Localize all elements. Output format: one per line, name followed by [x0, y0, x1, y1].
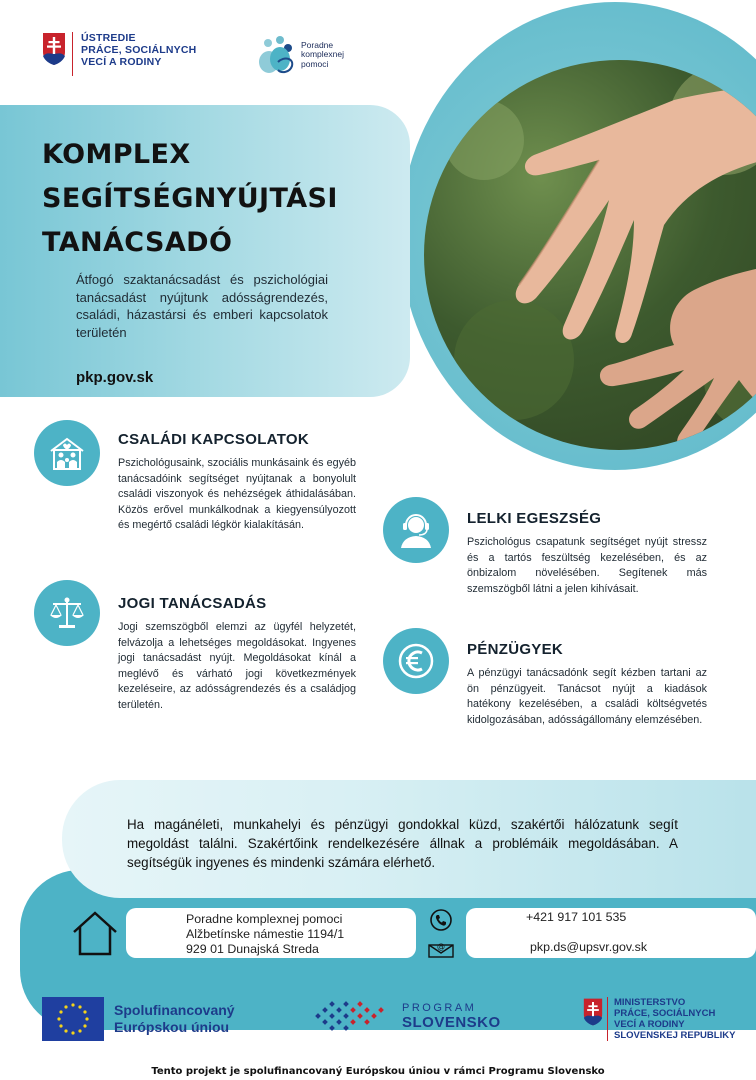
help-message: Ha magánéleti, munkahelyi és pénzügyi gondokkal küzd, szakértői hálózatunk segít megoldást találni. Szakértőink rendelkezésére állnak a problémáik megoldásában. A segítségük ingyenes és mindenki számára elérhető. — [127, 817, 678, 870]
service-text-family: Pszichológusaink, szociális munkásaink és egyéb tanácsadóink segítséget nyújtanak a bonyolult családi viszonyok és nehézségek áthidalásában. Közös erővel munkálkodnak a kiegyensúlyozott és megértő családi légkör kialakításán. — [118, 457, 356, 532]
slovak-shield-icon — [583, 997, 603, 1027]
service-title-mental: LELKI EGESZSÉG — [467, 510, 602, 527]
ministry-logo — [583, 997, 735, 1041]
logo-divider — [607, 997, 608, 1041]
website-link[interactable]: pkp.gov.sk — [76, 369, 154, 386]
people-logo-icon — [258, 34, 298, 76]
program-slovensko-logo — [314, 996, 501, 1036]
phone-number[interactable]: +421 917 101 535 — [526, 910, 627, 924]
ustredie-logo — [42, 32, 212, 80]
slovak-shield-icon — [42, 32, 66, 66]
eu-flag-icon — [42, 997, 104, 1041]
house-icon — [71, 910, 119, 956]
eu-logo-text: Spolufinancovaný Európskou úniou — [114, 1002, 235, 1035]
contact-box — [466, 908, 756, 958]
email-icon — [428, 940, 454, 958]
ustredie-logo-text: ÚSTREDIE PRÁCE, SOCIÁLNYCH VECÍ A RODINY — [81, 32, 197, 68]
poradne-logo-text: Poradne komplexnej pomoci — [301, 39, 344, 69]
scales-icon — [34, 580, 100, 646]
poradne-logo — [258, 34, 344, 76]
phone-icon — [430, 909, 452, 931]
logo-divider — [72, 32, 73, 76]
address-box — [126, 908, 416, 958]
main-title: KOMPLEX SEGÍTSÉGNYÚJTÁSI TANÁCSADÓ — [42, 139, 338, 258]
program-logo-text: PROGRAM SLOVENSKO — [402, 1001, 501, 1031]
service-text-legal: Jogi szemszögből elemzi az ügyfél helyzetét, felvázolja a lehetséges megoldásokat. Ingyenes jogi tanácsadást nyújt. Megoldásokat kínál a meglévő és várható jogi következmények kezeléseire, az adósságrendezés és a családjog területén. — [118, 621, 356, 711]
address-line-city: 929 01 Dunajská Streda — [186, 942, 319, 956]
euro-icon — [383, 628, 449, 694]
family-icon — [34, 420, 100, 486]
cofinancing-note: Tento projekt je spolufinancovaný Európskou úniou v rámci Programu Slovensko — [151, 1066, 605, 1077]
eu-cofinanced-logo — [42, 997, 235, 1041]
ministry-logo-text: MINISTERSTVO PRÁCE, SOCIÁLNYCH VECÍ A RODINY SLOVENSKEJ REPUBLIKY — [614, 997, 736, 1041]
address-line-street: Alžbetínske námestie 1194/1 — [186, 927, 345, 941]
email-address[interactable]: pkp.ds@upsvr.gov.sk — [530, 940, 648, 954]
headset-person-icon — [383, 497, 449, 563]
address-line-name: Poradne komplexnej pomoci — [186, 912, 343, 926]
service-title-finance: PÉNZÜGYEK — [467, 641, 564, 658]
service-title-legal: JOGI TANÁCSADÁS — [118, 595, 267, 612]
service-text-mental: Pszichológus csapatunk segítséget nyújt stressz és a tartós feszültség kezelésében, és az önbizalom növelésében. Segítenek más szemszögből látni a jelen kihívásait. — [467, 536, 707, 595]
service-title-family: CSALÁDI KAPCSOLATOK — [118, 431, 309, 448]
svg-text:@: @ — [437, 942, 445, 951]
service-text-finance: A pénzügyi tanácsadónk segít kézben tartani az ön pénzügyeit. Tanácsot nyújt a kiadások hatékony kezelésében, a családi költségvetés kidolgozásában, adósságállomány elemzésében. — [467, 667, 707, 726]
hero-subtitle: Átfogó szaktanácsadást és pszichológiai tanácsadást nyújtunk adósságrendezés, családi, házastársi és emberi kapcsolatok területén — [76, 272, 328, 340]
program-slovensko-mark-icon — [314, 996, 396, 1036]
